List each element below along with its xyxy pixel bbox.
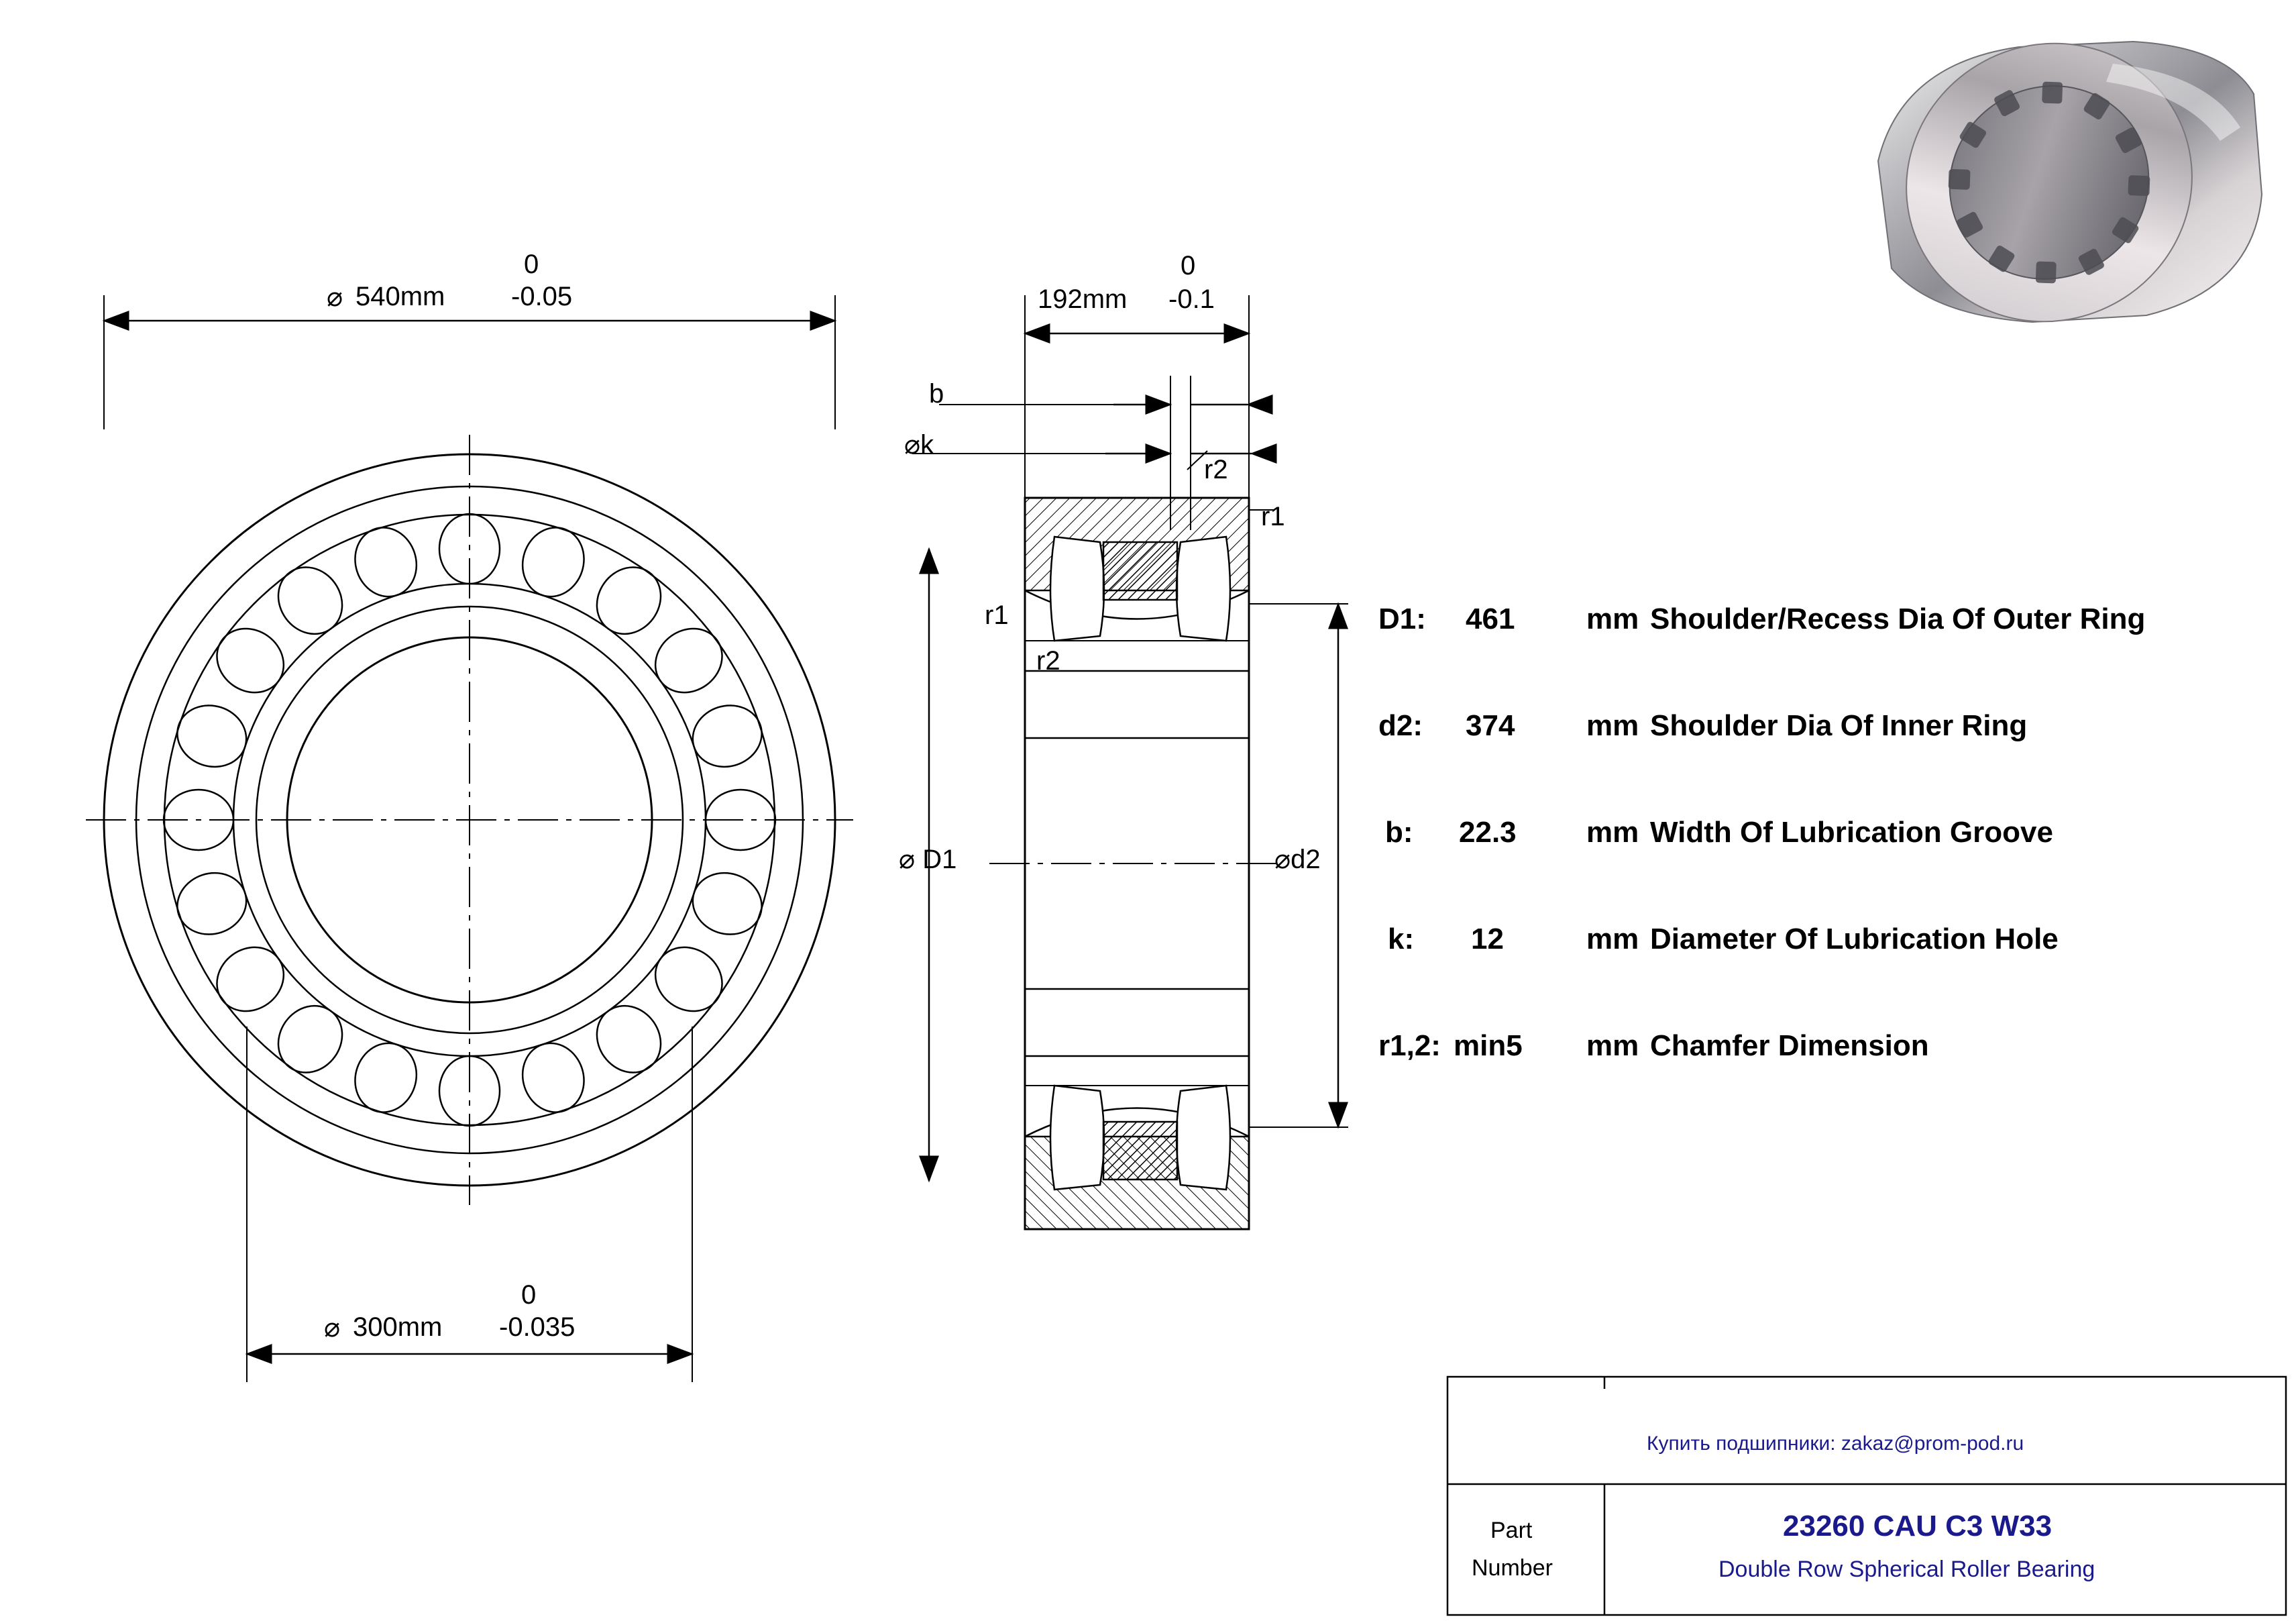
title-block-part-label-line2: Number	[1472, 1555, 1553, 1581]
spec-unit-0: mm	[1586, 603, 1639, 635]
spec-label-1: d2:	[1378, 709, 1423, 742]
front-bore-dim-value: 300mm	[353, 1312, 443, 1342]
title-block-part-number: 23260 CAU C3 W33	[1783, 1510, 2053, 1542]
label-d2: ⌀d2	[1274, 845, 1321, 874]
bearing-3d-render	[1857, 0, 2262, 372]
spec-desc-2: Width Of Lubrication Groove	[1650, 816, 2053, 849]
spec-desc-4: Chamfer Dimension	[1650, 1029, 1929, 1062]
front-outer-dim-symbol: ⌀	[327, 282, 343, 312]
spec-desc-3: Diameter Of Lubrication Hole	[1650, 923, 2059, 955]
title-block-email-note: Купить подшипники: zakaz@prom-pod.ru	[1647, 1432, 2024, 1455]
spec-desc-1: Shoulder Dia Of Inner Ring	[1650, 709, 2028, 742]
title-block-part-description: Double Row Spherical Roller Bearing	[1718, 1557, 2095, 1582]
spec-value-3: 12	[1471, 923, 1504, 955]
label-r1-left: r1	[985, 600, 1009, 630]
label-D1: ⌀ D1	[899, 845, 957, 874]
section-width-dim-value: 192mm	[1038, 284, 1128, 314]
spec-unit-1: mm	[1586, 709, 1639, 742]
spec-value-2: 22.3	[1459, 816, 1517, 849]
front-view	[86, 295, 853, 1382]
spec-label-2: b:	[1385, 816, 1413, 849]
spec-value-4: min5	[1454, 1029, 1523, 1062]
spec-label-4: r1,2:	[1378, 1029, 1441, 1062]
front-bore-tol-lower: -0.035	[499, 1312, 576, 1342]
front-outer-dim-value: 540mm	[356, 282, 445, 311]
spec-unit-3: mm	[1586, 923, 1639, 955]
spec-value-1: 374	[1466, 709, 1515, 742]
front-outer-tol-upper: 0	[524, 250, 539, 279]
title-block-part-label-line1: Part	[1490, 1518, 1533, 1543]
label-r2-top: r2	[1204, 455, 1228, 484]
label-r1-top: r1	[1261, 502, 1285, 531]
front-bore-tol-upper: 0	[521, 1280, 537, 1310]
spec-label-0: D1:	[1378, 603, 1426, 635]
label-r2-left: r2	[1036, 646, 1060, 676]
section-view	[912, 295, 1348, 1229]
label-b: b	[929, 379, 944, 409]
label-k: ⌀k	[904, 430, 934, 460]
spec-value-0: 461	[1466, 603, 1515, 635]
section-width-tol-upper: 0	[1181, 251, 1196, 280]
spec-unit-2: mm	[1586, 816, 1639, 849]
spec-desc-0: Shoulder/Recess Dia Of Outer Ring	[1650, 603, 2146, 635]
section-width-tol-lower: -0.1	[1168, 284, 1215, 314]
front-outer-tol-lower: -0.05	[511, 282, 573, 311]
spec-unit-4: mm	[1586, 1029, 1639, 1062]
spec-label-3: k:	[1388, 923, 1415, 955]
front-bore-dim-symbol: ⌀	[324, 1313, 341, 1343]
